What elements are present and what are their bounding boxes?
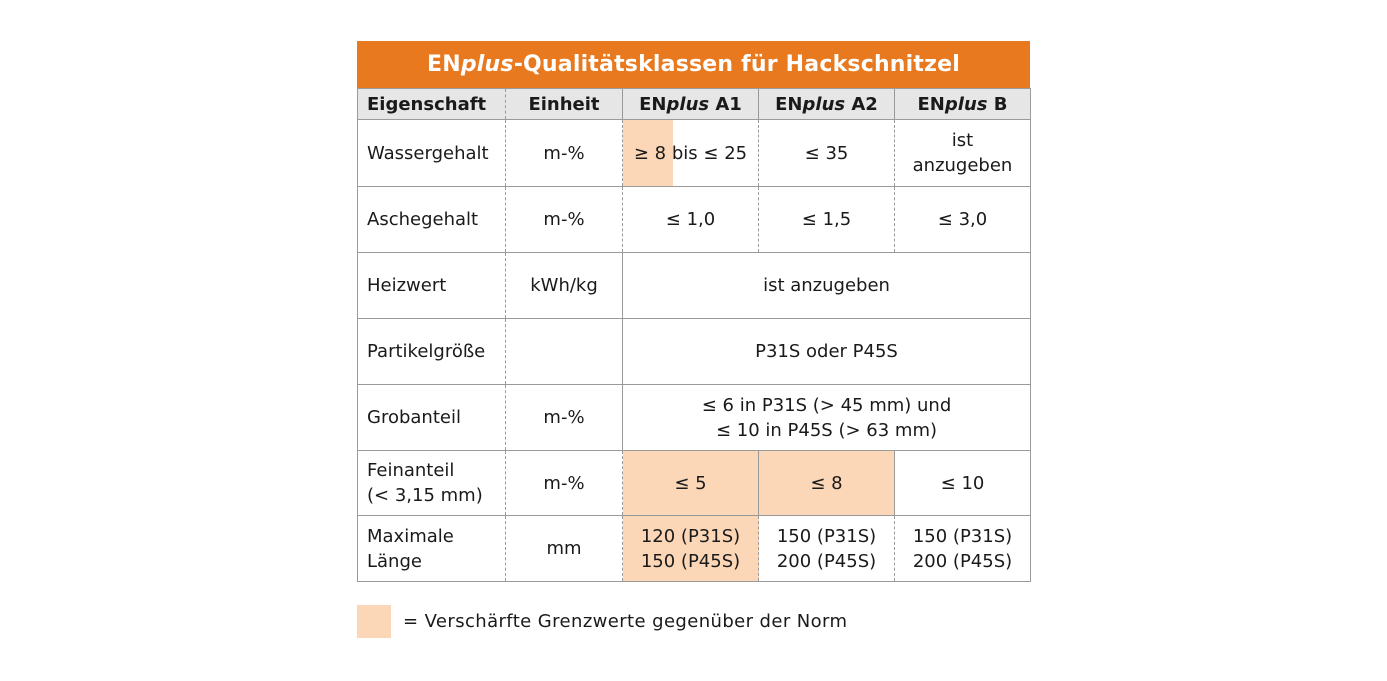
cell-a2: ≤ 8 [759, 451, 895, 516]
cell-a1: ≤ 5 [623, 451, 759, 516]
table-row [358, 187, 1031, 253]
row-name: Aschegehalt [358, 187, 506, 253]
legend-swatch [357, 605, 391, 638]
cell-b: ist anzugeben [895, 120, 1031, 187]
legend [357, 605, 847, 638]
cell-a2: ≤ 1,5 [759, 187, 895, 253]
header-einheit: Einheit [506, 89, 623, 120]
table-row [358, 451, 1031, 516]
legend-text: = Verschärfte Grenzwerte gegenüber der Norm [403, 611, 848, 632]
header-b: ENplus B [895, 89, 1031, 120]
row-unit [506, 319, 623, 385]
header-a2: ENplus A2 [759, 89, 895, 120]
row-unit: m-% [506, 120, 623, 187]
row-name: Maximale Länge [358, 516, 506, 582]
row-unit: m-% [506, 451, 623, 516]
cell-b: ≤ 10 [895, 451, 1031, 516]
table-title [357, 41, 1030, 88]
table-row [358, 253, 1031, 319]
cell-all: ≤ 6 in P31S (> 45 mm) und ≤ 10 in P45S (> 63 mm) [623, 385, 1031, 451]
cell-all: ist anzugeben [623, 253, 1031, 319]
row-name: Partikelgröße [358, 319, 506, 385]
row-name: Feinanteil (< 3,15 mm) [358, 451, 506, 516]
cell-a2: ≤ 35 [759, 120, 895, 187]
quality-table-container [357, 41, 1030, 582]
row-unit: m-% [506, 187, 623, 253]
title-italic: plus [460, 52, 514, 77]
quality-table [357, 88, 1031, 582]
table-row [358, 319, 1031, 385]
cell-a2: 150 (P31S) 200 (P45S) [759, 516, 895, 582]
cell-a1: 120 (P31S) 150 (P45S) [623, 516, 759, 582]
row-name: Wassergehalt [358, 120, 506, 187]
row-name: Grobanteil [358, 385, 506, 451]
row-unit: kWh/kg [506, 253, 623, 319]
row-unit: mm [506, 516, 623, 582]
cell-b: 150 (P31S) 200 (P45S) [895, 516, 1031, 582]
cell-all: P31S oder P45S [623, 319, 1031, 385]
row-name: Heizwert [358, 253, 506, 319]
header-a1: ENplus A1 [623, 89, 759, 120]
table-row [358, 516, 1031, 582]
title-suffix: -Qualitätsklassen für Hackschnitzel [513, 52, 960, 77]
row-unit: m-% [506, 385, 623, 451]
header-row [358, 89, 1031, 120]
cell-b: ≤ 3,0 [895, 187, 1031, 253]
table-row [358, 120, 1031, 187]
table-row [358, 385, 1031, 451]
cell-a1: ≤ 1,0 [623, 187, 759, 253]
title-prefix: EN [426, 52, 461, 77]
cell-a1: ≥ 8 bis ≤ 25 [623, 120, 759, 187]
header-eigenschaft: Eigenschaft [358, 89, 506, 120]
